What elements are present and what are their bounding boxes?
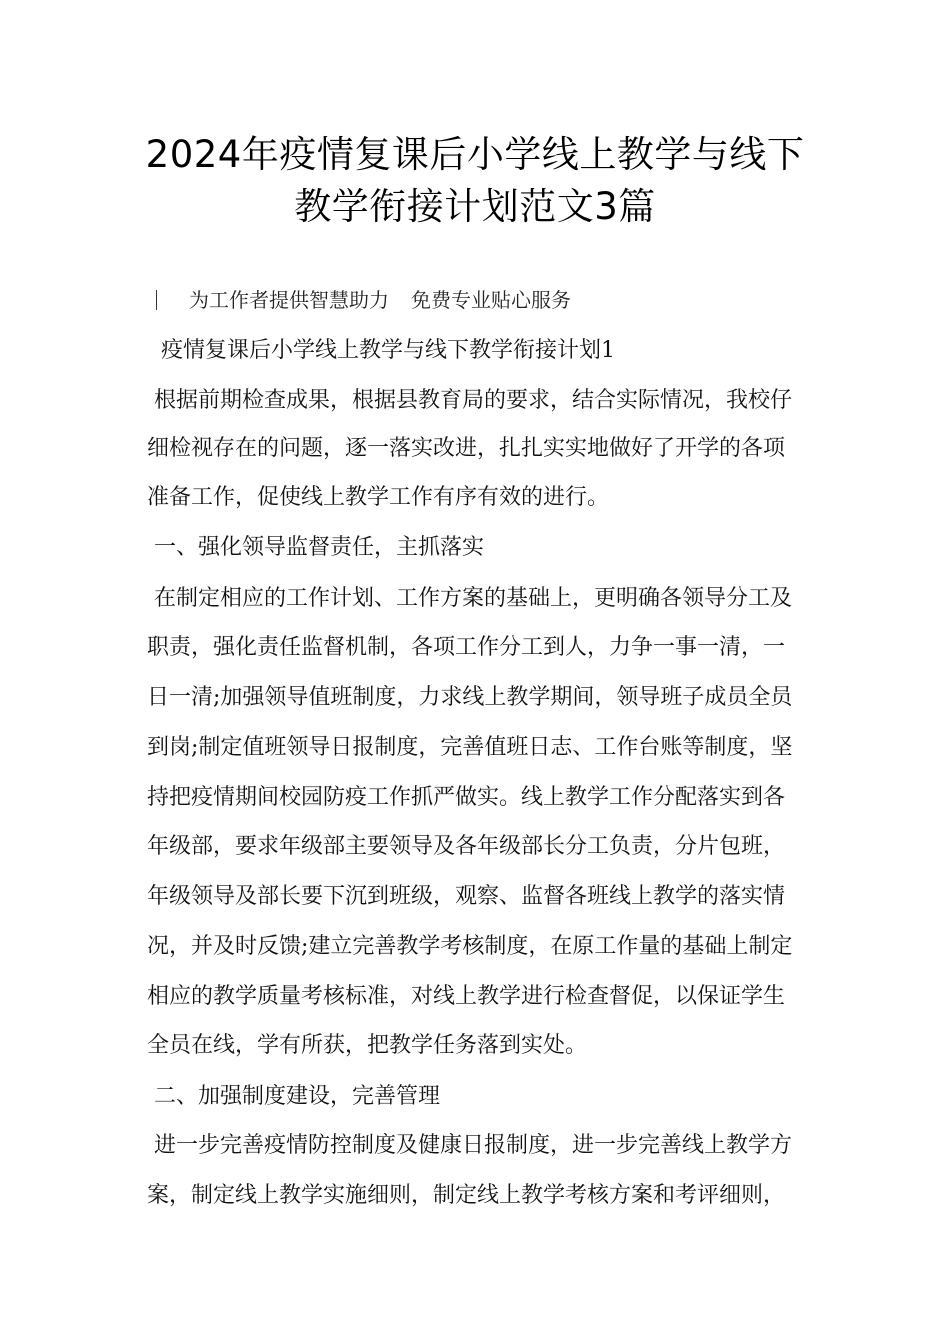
section-heading-plan-1: 疫情复课后小学线上教学与线下教学衔接计划1 bbox=[147, 338, 615, 363]
slogan-part-1: 为工作者提供智慧助力 bbox=[189, 288, 389, 312]
document-title-line-1: 2024年疫情复课后小学线上教学与线下 bbox=[145, 133, 805, 176]
paragraph-line: 年级领导及部长要下沉到班级，观察、监督各班线上教学的落实情 bbox=[147, 884, 786, 909]
paragraph-line: 案，制定线上教学实施细则，制定线上教学考核方案和考评细则， bbox=[147, 1183, 786, 1208]
paragraph-line: 细检视存在的问题，逐一落实改进，扎扎实实地做好了开学的各项 bbox=[147, 436, 786, 461]
paragraph-line: 职责，强化责任监督机制，各项工作分工到人，力争一事一清，一 bbox=[147, 635, 786, 660]
paragraph-line: 年级部，要求年级部主要领导及各年级部长分工负责，分片包班， bbox=[147, 834, 786, 859]
paragraph-line: 况，并及时反馈;建立完善教学考核制度，在原工作量的基础上制定 bbox=[147, 934, 793, 959]
document-title-line-2: 教学衔接计划范文3篇 bbox=[294, 185, 656, 228]
slogan bbox=[156, 286, 571, 314]
paragraph-line: 持把疫情期间校园防疫工作抓严做实。线上教学工作分配落实到各 bbox=[147, 785, 786, 810]
section-heading-1: 一、强化领导监督责任，主抓落实 bbox=[147, 535, 484, 560]
paragraph-line: 日一清;加强领导值班制度，力求线上教学期间，领导班子成员全员 bbox=[147, 685, 793, 710]
slogan-divider bbox=[156, 290, 157, 310]
paragraph-line: 到岗;制定值班领导日报制度，完善值班日志、工作台账等制度，坚 bbox=[147, 735, 793, 760]
section-heading-2: 二、加强制度建设，完善管理 bbox=[147, 1084, 440, 1109]
paragraph-line: 全员在线，学有所获，把教学任务落到实处。 bbox=[147, 1033, 588, 1058]
slogan-part-2: 免费专业贴心服务 bbox=[411, 288, 571, 312]
paragraph-line: 根据前期检查成果，根据县教育局的要求，结合实际情况，我校仔 bbox=[147, 388, 792, 413]
paragraph-line: 准备工作，促使线上教学工作有序有效的进行。 bbox=[147, 485, 610, 510]
paragraph-line: 在制定相应的工作计划、工作方案的基础上，更明确各领导分工及 bbox=[147, 586, 792, 611]
paragraph-line: 进一步完善疫情防控制度及健康日报制度，进一步完善线上教学方 bbox=[147, 1133, 792, 1158]
paragraph-line: 相应的教学质量考核标准，对线上教学进行检查督促，以保证学生 bbox=[147, 984, 786, 1009]
